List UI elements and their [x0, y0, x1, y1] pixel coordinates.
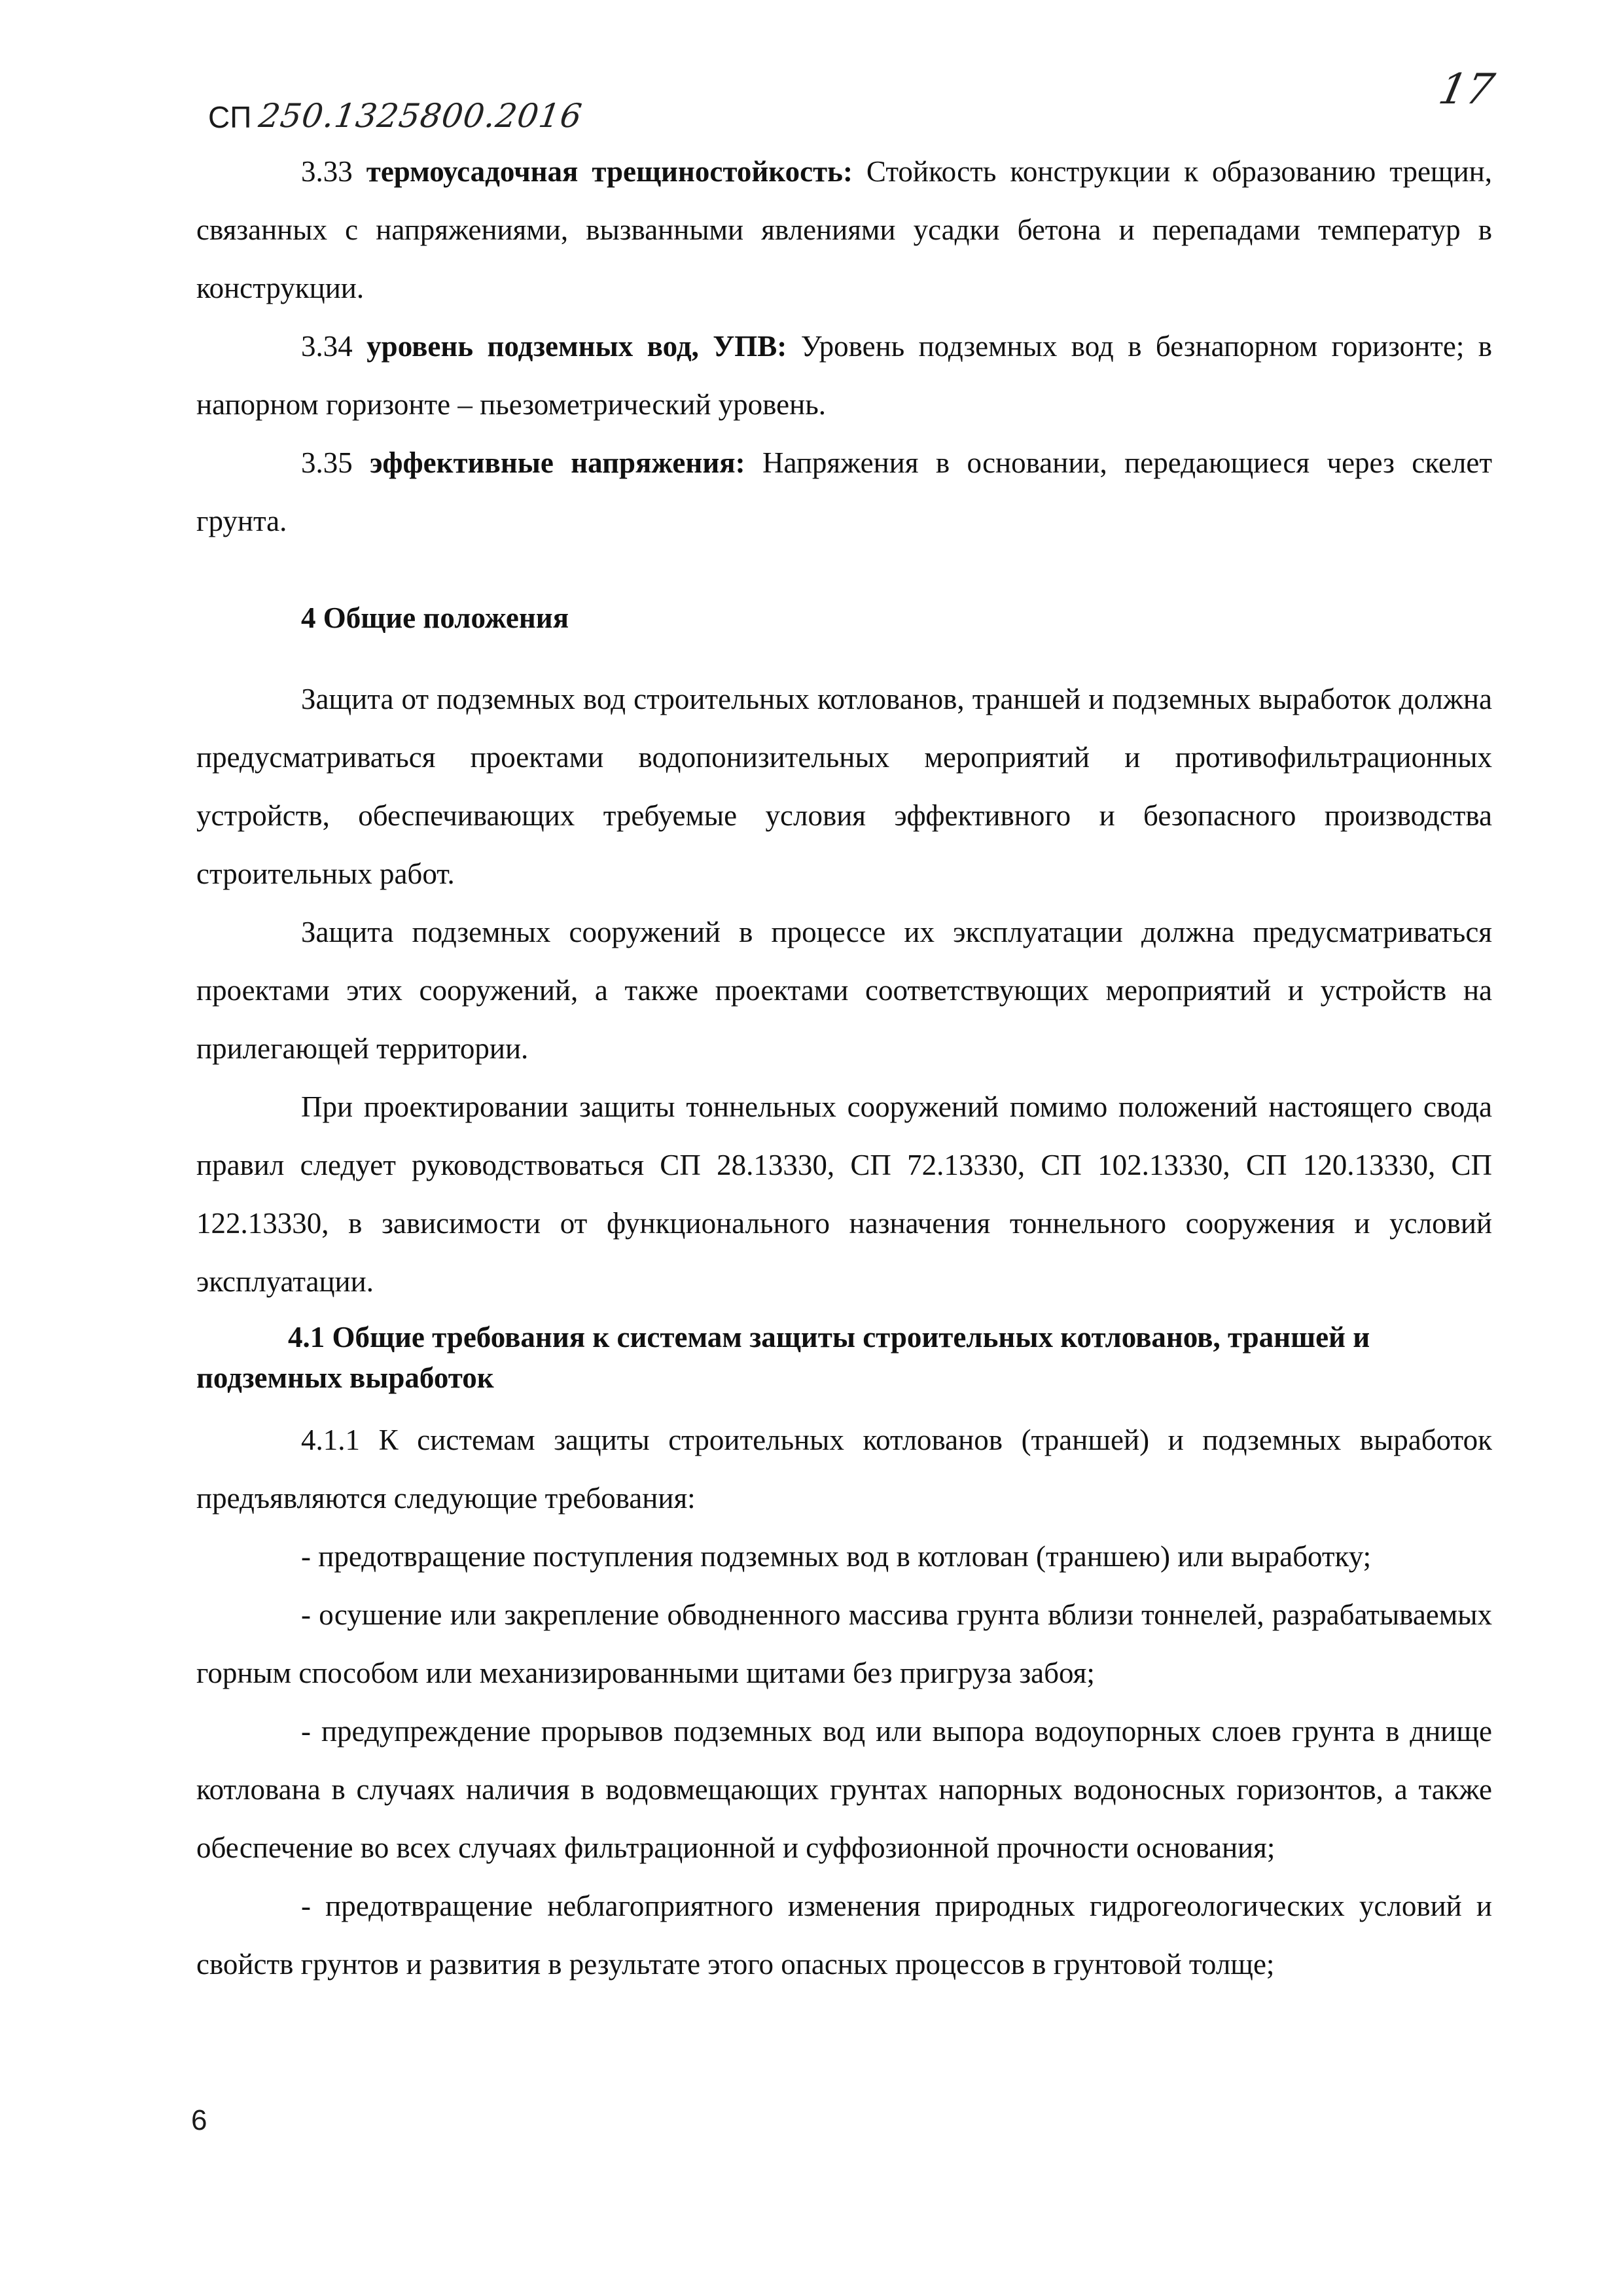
paragraph: Защита подземных сооружений в процессе их эксплуатации должна предусматриваться проектами этих сооружений, а также проектами соответствующих мероприятий и устройств на прилегающей территории.	[196, 916, 1492, 1065]
section-4-1-heading: 4.1 Общие требования к системам защиты строительных котлованов, траншей и подземных выработок	[196, 1321, 1370, 1394]
term-3-33: 3.33 термоусадочная трещиностойкость: Стойкость конструкции к образованию трещин, связанных с напряжениями, вызванными явлениями усадки бетона и перепадами температур в конструкции.	[196, 155, 1492, 304]
term-3-35: 3.35 эффективные напряжения: Напряжения в основании, передающиеся через скелет грунта.	[196, 446, 1493, 537]
paragraph: При проектировании защиты тоннельных сооружений помимо положений настоящего свода правил следует руководствоваться СП 28.13330, СП 72.13330, СП 102.13330, СП 120.13330, СП 122.13330, в зависимости от функционального назначения тоннельного сооружения и условий эксплуатации.	[196, 1090, 1492, 1298]
section-4-body	[196, 670, 1492, 1311]
section-4-heading: 4 Общие положения	[301, 601, 569, 634]
list-item: - осушение или закрепление обводненного массива грунта вблизи тоннелей, разрабатываемых горным способом или механизированными щитами без пригруза забоя;	[196, 1598, 1492, 1689]
document-number-handwritten: 250.1325800.2016	[257, 97, 585, 135]
term-3-34: 3.34 уровень подземных вод, УПВ: Уровень подземных вод в безнапорном горизонте; в напорном горизонте – пьезометрический уровень.	[196, 330, 1492, 421]
terms-block	[196, 143, 1492, 550]
list-item: - предотвращение поступления подземных вод в котлован (траншею) или выработку;	[301, 1540, 1372, 1573]
list-item: - предотвращение неблагоприятного изменения природных гидрогеологических условий и свойств грунтов и развития в результате этого опасных процессов в грунтовой толще;	[196, 1890, 1492, 1981]
list-item: - предупреждение прорывов подземных вод или выпора водоупорных слоев грунта в днище котлована в случаях наличия в водовмещающих грунтах напорных водоносных горизонтов, а также обеспечение во всех случаях фильтрационной и суффозионной прочности основания;	[196, 1715, 1492, 1864]
sp-label: СП	[208, 100, 252, 134]
document-code	[208, 73, 585, 135]
section-4-1-body	[196, 1411, 1492, 1994]
page-number: 6	[191, 2104, 207, 2136]
paragraph-4-1-1: 4.1.1 К системам защиты строительных котлованов (траншей) и подземных выработок предъявляются следующие требования:	[196, 1424, 1492, 1515]
paragraph: Защита от подземных вод строительных котлованов, траншей и подземных выработок должна предусматриваться проектами водопонизительных мероприятий и противофильтрационных устройств, обеспечивающих требуемые условия эффективного и безопасного производства строительных работ.	[196, 683, 1492, 890]
handwritten-page-number: 17	[1435, 65, 1499, 114]
